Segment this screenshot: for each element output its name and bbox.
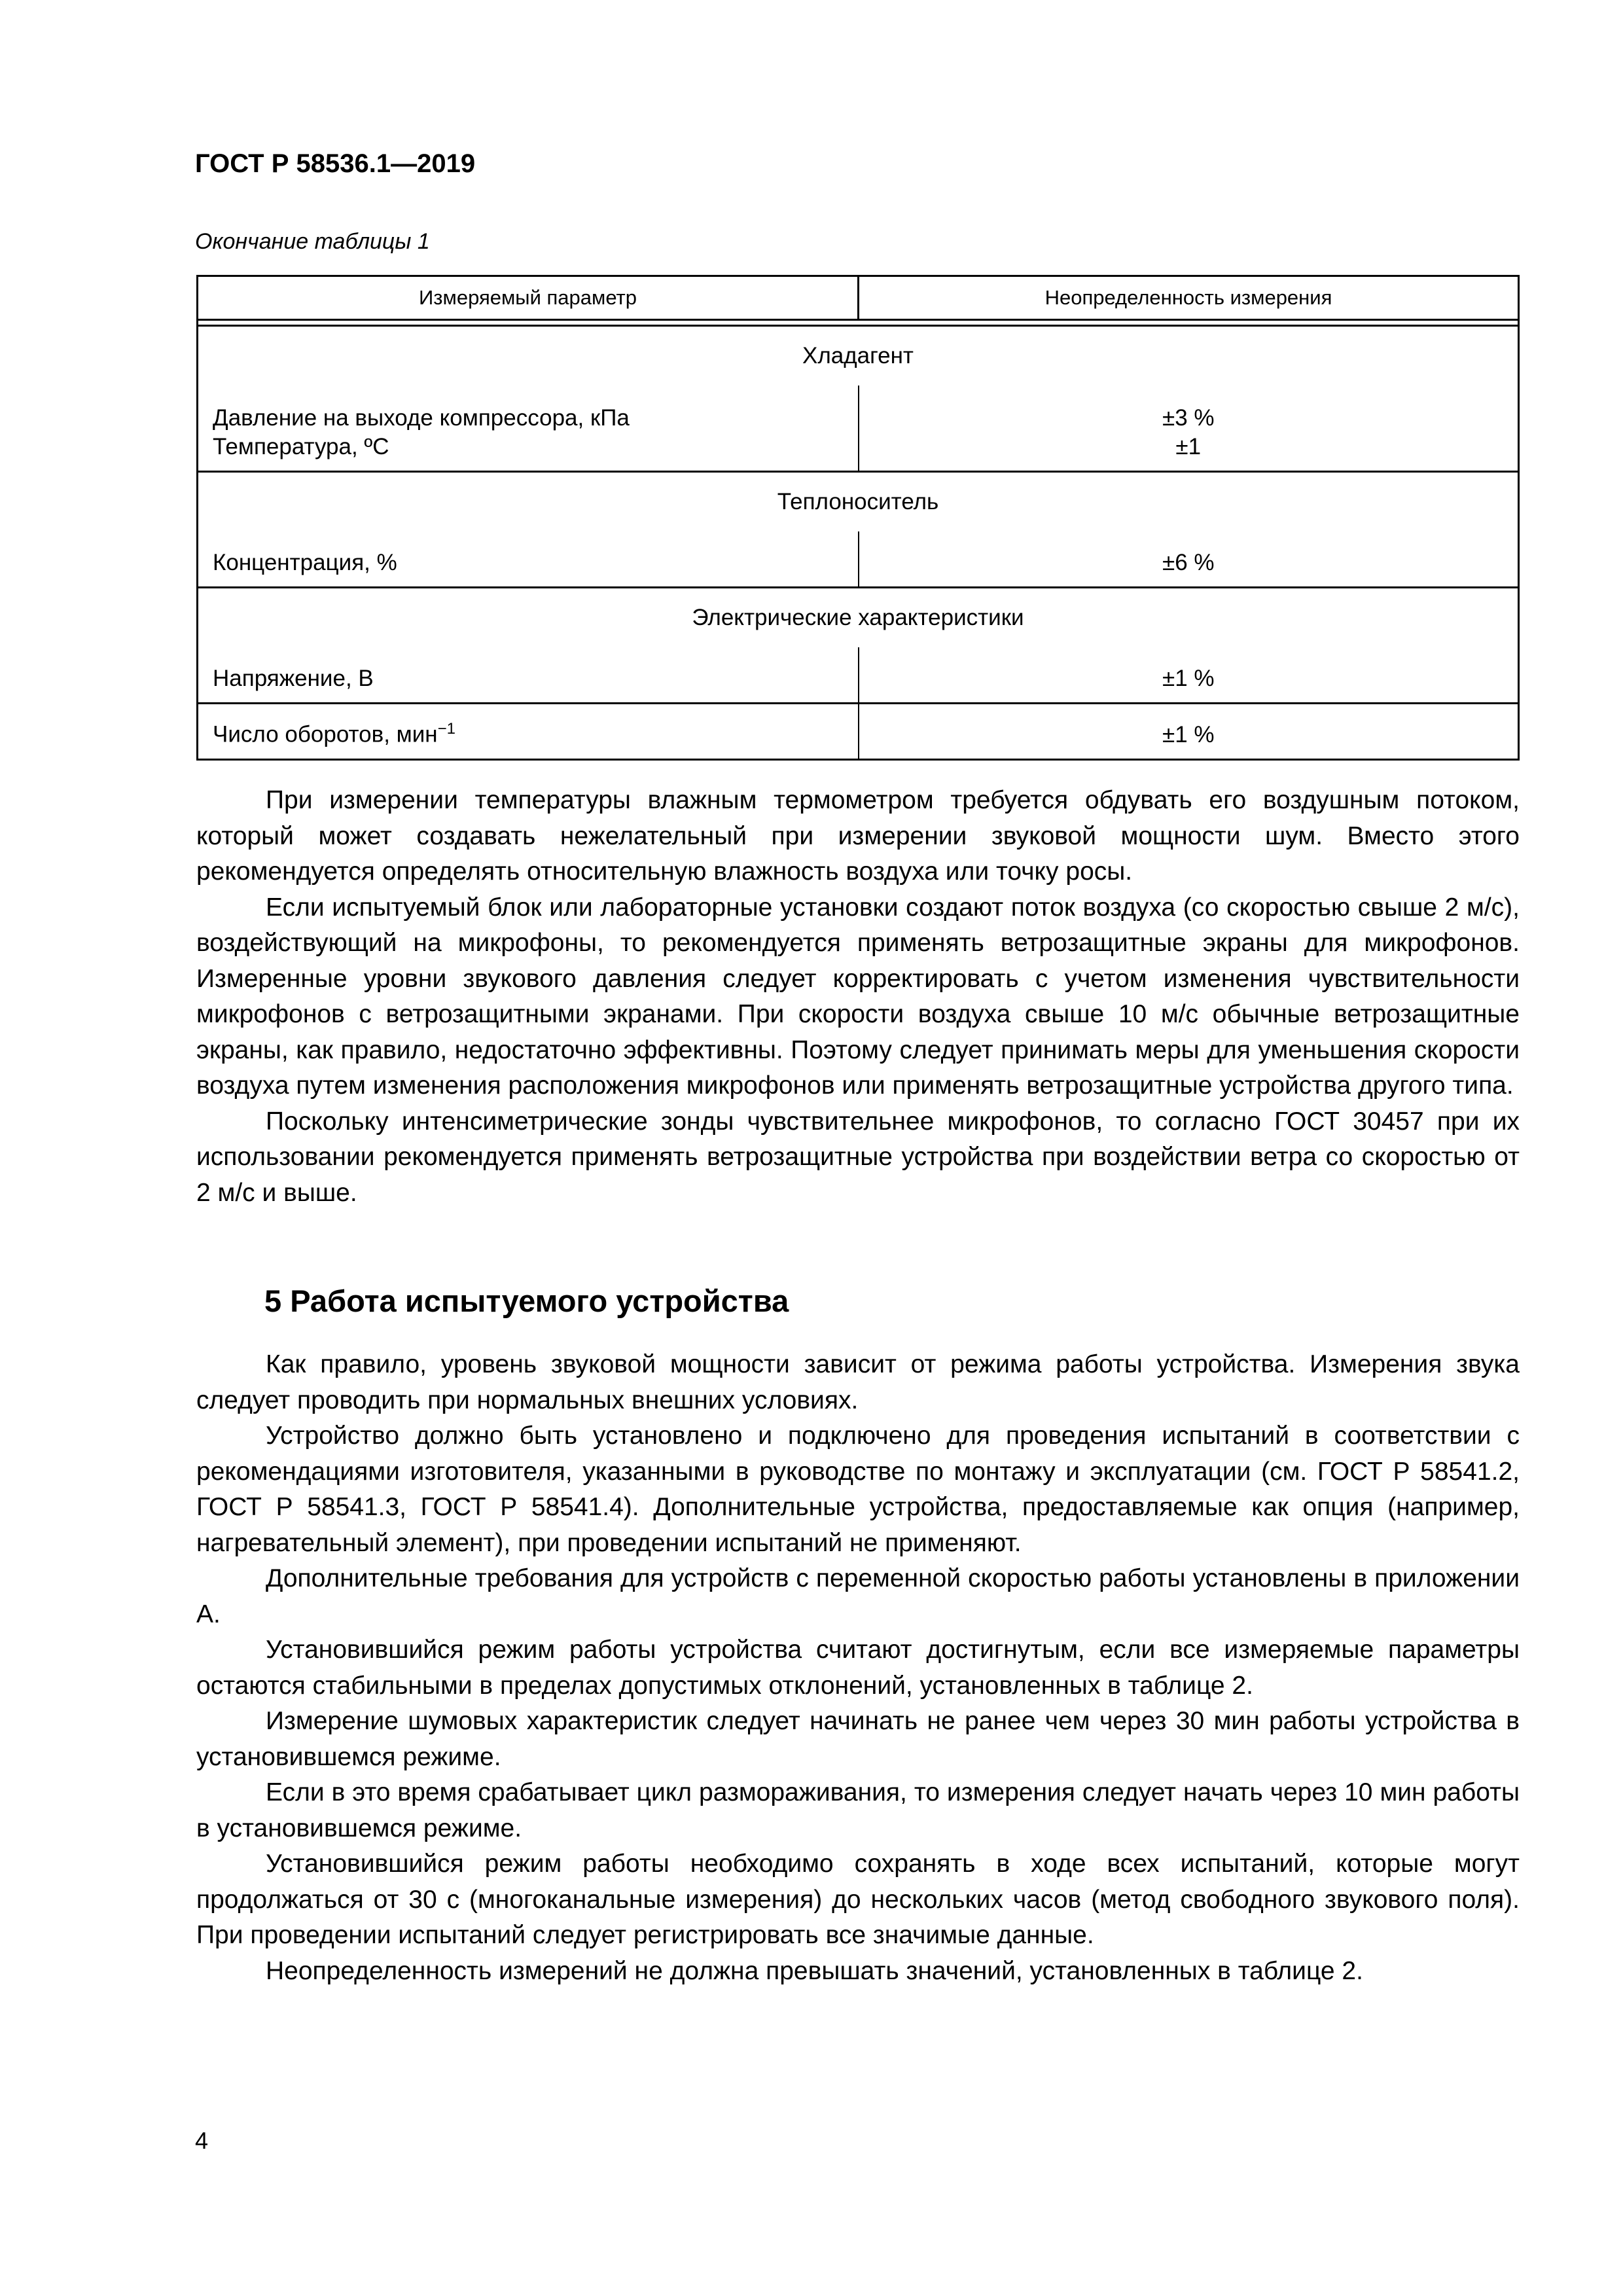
group-title: Теплоноситель	[198, 471, 1519, 531]
section-heading: 5 Работа испытуемого устройства	[264, 1283, 789, 1318]
group-title: Электрические характеристики	[198, 588, 1519, 648]
table-cell-param: Напряжение, В	[198, 647, 859, 703]
paragraph: Поскольку интенсиметрические зонды чувствительнее микрофонов, то согласно ГОСТ 30457 при их использовании рекомендуется применять ветрозащитные устройства при воздействии ветра со скоростью от 2 м/с и выше.	[196, 1107, 1520, 1207]
table-cell-uncertainty	[859, 386, 1519, 471]
table-caption: Окончание таблицы 1	[195, 229, 430, 254]
table-cell-uncertainty: ±1 %	[859, 703, 1519, 759]
table-cell-param: Концентрация, %	[198, 531, 859, 588]
table-cell-param	[198, 386, 859, 471]
uncertainty-line: ±1	[1175, 433, 1202, 459]
uncertainty-table	[196, 275, 1520, 761]
group-title: Хладагент	[198, 326, 1519, 386]
param-line: Давление на выходе компрессора, кПа	[213, 404, 630, 431]
param-text: Число оборотов, мин	[213, 721, 438, 747]
paragraph: Устройство должно быть установлено и подключено для проведения испытаний в соответствии с рекомендациями изготовителя, указанными в руководстве по монтажу и эксплуатации (см. ГОСТ Р 58541.2, ГОСТ Р 58541.3, ГОСТ Р 58541.4). Дополнительные устройства, предоставляемые как опция (например, нагревательный элемент), при проведении испытаний не применяют.	[196, 1422, 1520, 1557]
paragraph: Если испытуемый блок или лабораторные установки создают поток воздуха (со скоростью свыше 2 м/с), воздействующий на микрофоны, то рекомендуется применять ветрозащитные экраны для микрофонов. Измеренные уровни звукового давления следует корректировать с учетом изменения чувствительности микрофонов с ветрозащитными экранами. При скорости воздуха свыше 10 м/с обычные ветрозащитные экраны, как правило, недостаточно эффективны. Поэтому следует принимать меры для уменьшения скорости воздуха путем изменения расположения микрофонов или применять ветрозащитные устройства другого типа.	[196, 893, 1520, 1100]
column-header: Неопределенность измерения	[859, 276, 1519, 320]
table-cell-uncertainty: ±1 %	[859, 647, 1519, 703]
paragraph: Установившийся режим работы необходимо сохранять в ходе всех испытаний, которые могут продолжаться от 30 с (многоканальные измерения) до нескольких часов (метод свободного звукового поля). При проведении испытаний следует регистрировать все значимые данные.	[196, 1850, 1520, 1949]
paragraph: Измерение шумовых характеристик следует начинать не ранее чем через 30 мин работы устройства в установившемся режиме.	[196, 1707, 1520, 1771]
paragraph: Дополнительные требования для устройств с переменной скоростью работы установлены в приложении А.	[196, 1564, 1520, 1628]
table-cell-param	[198, 703, 859, 759]
table-cell-uncertainty: ±6 %	[859, 531, 1519, 588]
paragraphs-block-a	[196, 783, 1520, 1211]
column-header: Измеряемый параметр	[198, 276, 859, 320]
paragraph: Как правило, уровень звуковой мощности зависит от режима работы устройства. Измерения звука следует проводить при нормальных внешних условиях.	[196, 1350, 1520, 1414]
document-id: ГОСТ Р 58536.1—2019	[195, 149, 476, 178]
paragraph: Неопределенность измерений не должна превышать значений, установленных в таблице 2.	[266, 1956, 1363, 1985]
superscript: −1	[437, 719, 455, 738]
paragraphs-block-b	[196, 1347, 1520, 1989]
header-divider	[198, 320, 1519, 326]
paragraph: Установившийся режим работы устройства считают достигнутым, если все измеряемые параметры остаются стабильными в пределах допустимых отклонений, установленных в таблице 2.	[196, 1636, 1520, 1700]
uncertainty-line: ±3 %	[1162, 404, 1215, 431]
paragraph: При измерении температуры влажным термометром требуется обдувать его воздушным потоком, который может создавать нежелательный при измерении звуковой мощности шум. Вместо этого рекомендуется определять относительную влажность воздуха или точку росы.	[196, 786, 1520, 886]
paragraph: Если в это время срабатывает цикл размораживания, то измерения следует начать через 10 мин работы в установившемся режиме.	[196, 1778, 1520, 1842]
page-number: 4	[195, 2127, 209, 2154]
param-line: Температура, ºС	[213, 433, 389, 459]
